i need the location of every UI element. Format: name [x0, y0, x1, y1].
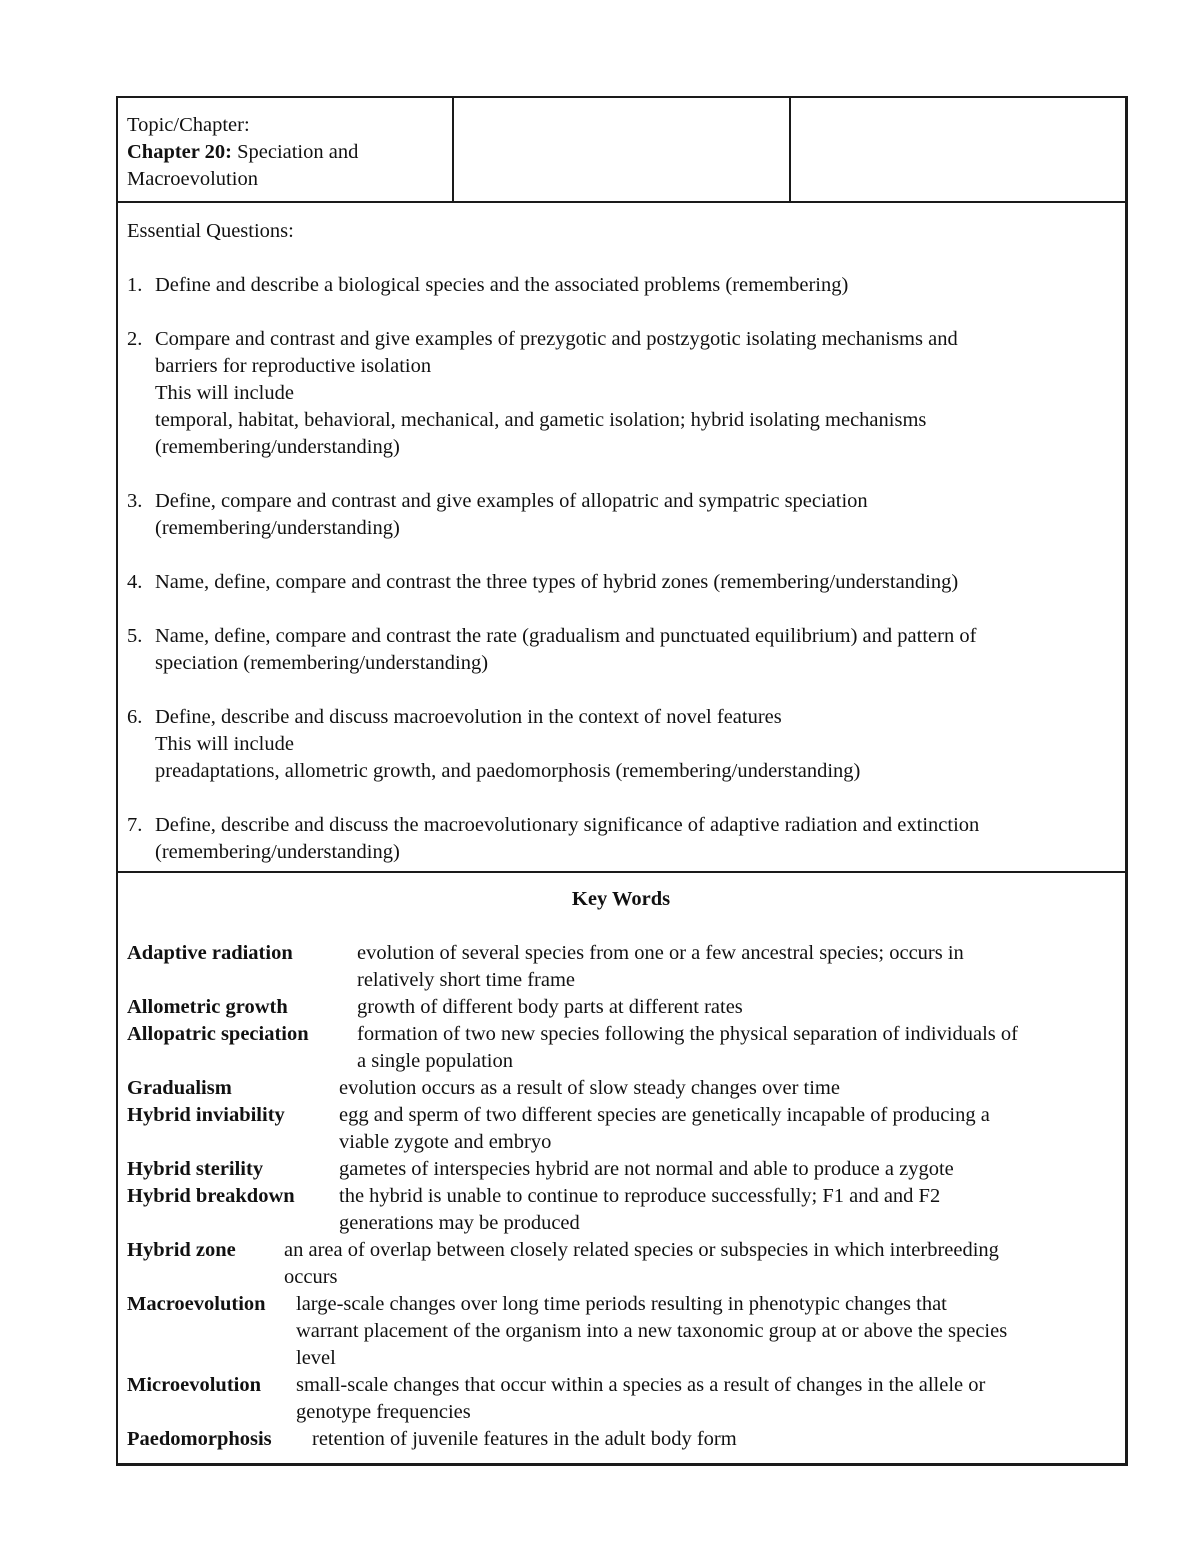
document-table — [116, 96, 1128, 1466]
header-empty-cell-2 — [454, 98, 791, 201]
key-word-definition — [284, 1237, 1115, 1291]
question-line: (remembering/understanding) — [155, 436, 400, 458]
key-words-section — [118, 873, 1125, 1463]
key-word-term: Macroevolution — [127, 1293, 266, 1315]
question-line: This will include — [155, 733, 294, 755]
definition-line: warrant placement of the organism into a new taxonomic group at or above the species — [296, 1320, 1008, 1342]
chapter-name: Speciation and — [231, 141, 359, 163]
question-item — [127, 623, 1115, 677]
definition-line: relatively short time frame — [357, 969, 576, 991]
key-word-entry — [127, 1021, 1115, 1075]
key-word-term: Adaptive radiation — [127, 942, 293, 964]
question-text — [155, 569, 1115, 596]
definition-line: evolution occurs as a result of slow steady changes over time — [339, 1077, 840, 1099]
question-number: 5. — [127, 625, 143, 647]
question-number: 6. — [127, 706, 143, 728]
key-word-definition — [339, 1156, 1115, 1183]
definition-line: the hybrid is unable to continue to reproduce successfully; F1 and and F2 — [339, 1185, 941, 1207]
key-word-term: Allopatric speciation — [127, 1023, 309, 1045]
definition-line: an area of overlap between closely related species or subspecies in which interbreeding — [284, 1239, 999, 1261]
key-word-entry — [127, 1291, 1115, 1372]
definition-line: gametes of interspecies hybrid are not normal and able to produce a zygote — [339, 1158, 954, 1180]
question-number: 2. — [127, 328, 143, 350]
key-word-term: Allometric growth — [127, 996, 288, 1018]
question-line: preadaptations, allometric growth, and paedomorphosis (remembering/understanding) — [155, 760, 861, 782]
question-number: 4. — [127, 571, 143, 593]
question-line: Define, describe and discuss the macroevolutionary significance of adaptive radiation and extinction — [155, 814, 980, 836]
chapter-title — [127, 139, 452, 166]
definition-line: large-scale changes over long time periods resulting in phenotypic changes that — [296, 1293, 947, 1315]
question-text — [155, 326, 1115, 461]
question-item — [127, 326, 1115, 461]
question-line: Name, define, compare and contrast the three types of hybrid zones (remembering/understanding) — [155, 571, 959, 593]
question-text — [155, 272, 1115, 299]
chapter-number: Chapter 20: — [127, 141, 232, 163]
topic-cell — [118, 98, 454, 201]
key-word-term: Paedomorphosis — [127, 1428, 272, 1450]
key-words-heading: Key Words — [571, 888, 671, 910]
definition-line: genotype frequencies — [296, 1401, 471, 1423]
definition-line: occurs — [284, 1266, 338, 1288]
question-line: This will include — [155, 382, 294, 404]
key-word-entry — [127, 994, 1115, 1021]
question-text — [155, 812, 1115, 866]
question-line: barriers for reproductive isolation — [155, 355, 432, 377]
key-word-term: Hybrid zone — [127, 1239, 236, 1261]
question-text — [155, 704, 1115, 785]
question-item — [127, 704, 1115, 785]
question-number: 1. — [127, 274, 143, 296]
key-word-entry — [127, 1102, 1115, 1156]
question-text — [155, 623, 1115, 677]
key-word-entry — [127, 1075, 1115, 1102]
essential-questions-heading: Essential Questions: — [127, 220, 294, 242]
definition-line: egg and sperm of two different species are genetically incapable of producing a — [339, 1104, 990, 1126]
question-line: Name, define, compare and contrast the rate (gradualism and punctuated equilibrium) and pattern of — [155, 625, 977, 647]
question-text — [155, 488, 1115, 542]
key-word-entry — [127, 1156, 1115, 1183]
key-word-entry — [127, 1426, 1115, 1453]
key-word-definition — [339, 1075, 1115, 1102]
header-row — [118, 98, 1125, 203]
topic-label: Topic/Chapter: — [127, 114, 250, 136]
key-word-definition — [339, 1102, 1115, 1156]
key-word-definition — [312, 1426, 1115, 1453]
definition-line: a single population — [357, 1050, 514, 1072]
question-number: 3. — [127, 490, 143, 512]
essential-questions-section — [118, 203, 1125, 873]
key-word-definition — [296, 1291, 1115, 1372]
question-item — [127, 812, 1115, 866]
key-word-term: Gradualism — [127, 1077, 232, 1099]
question-line: (remembering/understanding) — [155, 841, 400, 863]
definition-line: level — [296, 1347, 336, 1369]
key-word-term: Hybrid breakdown — [127, 1185, 295, 1207]
definition-line: viable zygote and embryo — [339, 1131, 552, 1153]
question-item — [127, 488, 1115, 542]
definition-line: generations may be produced — [339, 1212, 580, 1234]
key-word-term: Hybrid sterility — [127, 1158, 264, 1180]
key-word-term: Microevolution — [127, 1374, 261, 1396]
key-word-entry — [127, 1183, 1115, 1237]
question-line: Define and describe a biological species and the associated problems (remembering) — [155, 274, 849, 296]
header-empty-cell-3 — [791, 98, 1125, 201]
key-word-definition — [357, 1021, 1115, 1075]
question-line: Compare and contrast and give examples of prezygotic and postzygotic isolating mechanisms and — [155, 328, 958, 350]
key-word-definition — [339, 1183, 1115, 1237]
chapter-title-line2: Macroevolution — [127, 168, 258, 190]
key-word-entry — [127, 1237, 1115, 1291]
question-line: Define, compare and contrast and give examples of allopatric and sympatric speciation — [155, 490, 868, 512]
definition-line: retention of juvenile features in the adult body form — [312, 1428, 737, 1450]
key-word-entry — [127, 1372, 1115, 1426]
question-line: speciation (remembering/understanding) — [155, 652, 489, 674]
question-line: temporal, habitat, behavioral, mechanical, and gametic isolation; hybrid isolating mechanisms — [155, 409, 927, 431]
key-word-definition — [357, 994, 1115, 1021]
key-word-definition — [296, 1372, 1115, 1426]
question-line: Define, describe and discuss macroevolution in the context of novel features — [155, 706, 782, 728]
question-number: 7. — [127, 814, 143, 836]
key-word-entry — [127, 940, 1115, 994]
definition-line: evolution of several species from one or a few ancestral species; occurs in — [357, 942, 964, 964]
definition-line: growth of different body parts at different rates — [357, 996, 743, 1018]
question-line: (remembering/understanding) — [155, 517, 400, 539]
question-item — [127, 569, 1115, 596]
definition-line: formation of two new species following the physical separation of individuals of — [357, 1023, 1018, 1045]
key-word-term: Hybrid inviability — [127, 1104, 285, 1126]
definition-line: small-scale changes that occur within a species as a result of changes in the allele or — [296, 1374, 986, 1396]
key-word-definition — [357, 940, 1115, 994]
question-item — [127, 272, 1115, 299]
